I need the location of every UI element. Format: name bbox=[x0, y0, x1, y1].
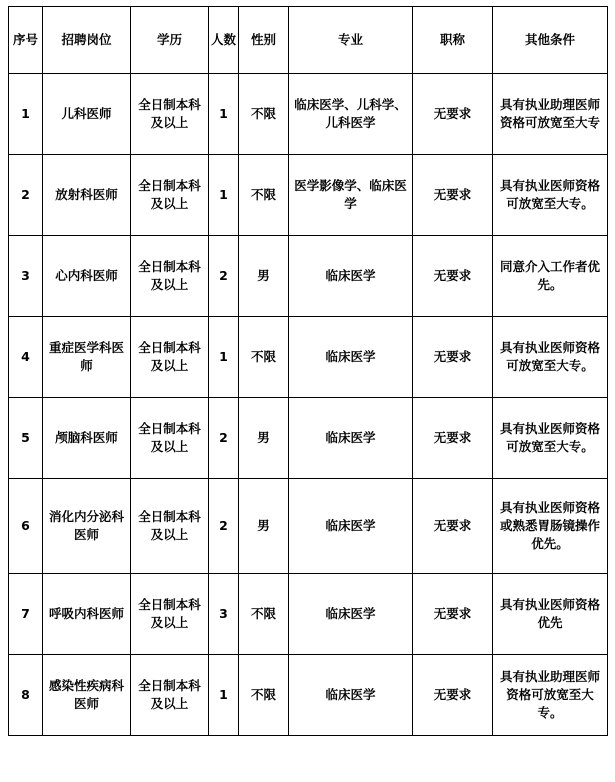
cell-text-gender: 男 bbox=[257, 517, 270, 533]
cell-text-title: 无要求 bbox=[433, 186, 472, 202]
cell-gender bbox=[239, 74, 289, 155]
cell-no bbox=[9, 655, 43, 736]
cell-major bbox=[289, 317, 413, 398]
cell-text-major: 临床医学、儿科学、儿科医学 bbox=[294, 96, 407, 130]
table-row bbox=[9, 317, 608, 398]
table-row bbox=[9, 236, 608, 317]
table-row bbox=[9, 479, 608, 574]
cell-education bbox=[131, 236, 209, 317]
cell-text-position: 呼吸内科医师 bbox=[48, 605, 124, 621]
cell-text-major: 临床医学 bbox=[325, 605, 376, 621]
table-header bbox=[9, 7, 608, 74]
cell-no bbox=[9, 155, 43, 236]
cell-count bbox=[209, 398, 239, 479]
header-label-education: 学历 bbox=[156, 31, 182, 47]
cell-text-gender: 男 bbox=[257, 267, 270, 283]
cell-text-no: 7 bbox=[21, 605, 30, 621]
cell-text-position: 颅脑科医师 bbox=[55, 429, 118, 445]
cell-other bbox=[493, 74, 608, 155]
header-label-other: 其他条件 bbox=[524, 31, 575, 47]
cell-count bbox=[209, 74, 239, 155]
table-header-row bbox=[9, 7, 608, 74]
recruitment-table bbox=[8, 6, 608, 736]
cell-major bbox=[289, 479, 413, 574]
header-cell-count bbox=[209, 7, 239, 74]
cell-no bbox=[9, 479, 43, 574]
cell-text-title: 无要求 bbox=[433, 686, 472, 702]
cell-text-major: 临床医学 bbox=[325, 267, 376, 283]
cell-text-education: 全日制本科及以上 bbox=[138, 596, 201, 630]
cell-position bbox=[43, 479, 131, 574]
cell-text-position: 感染性疾病科医师 bbox=[48, 677, 124, 711]
cell-no bbox=[9, 236, 43, 317]
cell-other bbox=[493, 398, 608, 479]
cell-other bbox=[493, 479, 608, 574]
cell-count bbox=[209, 236, 239, 317]
cell-text-no: 5 bbox=[21, 429, 30, 445]
cell-text-title: 无要求 bbox=[433, 348, 472, 364]
cell-text-education: 全日制本科及以上 bbox=[138, 339, 201, 373]
cell-other bbox=[493, 574, 608, 655]
cell-text-position: 放射科医师 bbox=[55, 186, 118, 202]
cell-position bbox=[43, 398, 131, 479]
cell-text-other: 具有执业医师资格优先 bbox=[499, 596, 600, 630]
cell-gender bbox=[239, 236, 289, 317]
cell-no bbox=[9, 317, 43, 398]
cell-count bbox=[209, 155, 239, 236]
cell-position bbox=[43, 236, 131, 317]
cell-text-count: 2 bbox=[219, 267, 228, 283]
header-cell-gender bbox=[239, 7, 289, 74]
cell-other bbox=[493, 317, 608, 398]
cell-title bbox=[413, 317, 493, 398]
cell-text-title: 无要求 bbox=[433, 605, 472, 621]
cell-position bbox=[43, 317, 131, 398]
cell-major bbox=[289, 155, 413, 236]
table-body bbox=[9, 74, 608, 736]
cell-text-major: 临床医学 bbox=[325, 517, 376, 533]
cell-count bbox=[209, 655, 239, 736]
cell-text-count: 1 bbox=[219, 186, 228, 202]
cell-title bbox=[413, 74, 493, 155]
cell-position bbox=[43, 574, 131, 655]
header-label-count: 人数 bbox=[211, 31, 237, 47]
cell-text-title: 无要求 bbox=[433, 429, 472, 445]
cell-text-no: 1 bbox=[21, 105, 30, 121]
cell-text-education: 全日制本科及以上 bbox=[138, 177, 201, 211]
cell-text-count: 1 bbox=[219, 105, 228, 121]
cell-text-count: 2 bbox=[219, 429, 228, 445]
cell-gender bbox=[239, 479, 289, 574]
cell-text-no: 8 bbox=[21, 686, 30, 702]
cell-education bbox=[131, 479, 209, 574]
cell-position bbox=[43, 74, 131, 155]
table-row bbox=[9, 398, 608, 479]
cell-text-major: 临床医学 bbox=[325, 348, 376, 364]
cell-text-other: 具有执业医师资格可放宽至大专。 bbox=[499, 420, 600, 454]
cell-education bbox=[131, 655, 209, 736]
header-label-position: 招聘岗位 bbox=[61, 31, 112, 47]
header-label-no: 序号 bbox=[12, 31, 38, 47]
header-cell-major bbox=[289, 7, 413, 74]
table-row bbox=[9, 155, 608, 236]
cell-title bbox=[413, 155, 493, 236]
cell-text-no: 3 bbox=[21, 267, 30, 283]
cell-education bbox=[131, 574, 209, 655]
cell-text-other: 同意介入工作者优先。 bbox=[499, 258, 600, 292]
cell-title bbox=[413, 655, 493, 736]
cell-major bbox=[289, 574, 413, 655]
cell-text-title: 无要求 bbox=[433, 517, 472, 533]
cell-text-count: 3 bbox=[219, 605, 228, 621]
cell-text-other: 具有执业助理医师资格可放宽至大专 bbox=[499, 96, 600, 130]
cell-no bbox=[9, 574, 43, 655]
cell-text-position: 消化内分泌科医师 bbox=[48, 508, 124, 542]
cell-education bbox=[131, 317, 209, 398]
cell-text-gender: 不限 bbox=[250, 105, 276, 121]
cell-text-count: 1 bbox=[219, 348, 228, 364]
cell-major bbox=[289, 236, 413, 317]
cell-text-gender: 不限 bbox=[250, 686, 276, 702]
cell-count bbox=[209, 479, 239, 574]
cell-count bbox=[209, 574, 239, 655]
cell-position bbox=[43, 655, 131, 736]
cell-text-position: 儿科医师 bbox=[61, 105, 112, 121]
header-cell-education bbox=[131, 7, 209, 74]
cell-text-education: 全日制本科及以上 bbox=[138, 96, 201, 130]
cell-gender bbox=[239, 398, 289, 479]
cell-text-other: 具有执业医师资格或熟悉胃肠镜操作优先。 bbox=[499, 499, 600, 552]
header-cell-title bbox=[413, 7, 493, 74]
cell-text-gender: 不限 bbox=[250, 605, 276, 621]
table-row bbox=[9, 74, 608, 155]
header-cell-other bbox=[493, 7, 608, 74]
header-label-title: 职称 bbox=[439, 31, 465, 47]
cell-text-title: 无要求 bbox=[433, 267, 472, 283]
cell-text-education: 全日制本科及以上 bbox=[138, 420, 201, 454]
cell-text-major: 临床医学 bbox=[325, 429, 376, 445]
header-label-gender: 性别 bbox=[250, 31, 276, 47]
cell-gender bbox=[239, 574, 289, 655]
cell-no bbox=[9, 398, 43, 479]
cell-position bbox=[43, 155, 131, 236]
cell-other bbox=[493, 655, 608, 736]
cell-text-count: 2 bbox=[219, 517, 228, 533]
cell-education bbox=[131, 155, 209, 236]
cell-text-no: 4 bbox=[21, 348, 30, 364]
cell-title bbox=[413, 574, 493, 655]
table-row bbox=[9, 655, 608, 736]
header-cell-no bbox=[9, 7, 43, 74]
cell-major bbox=[289, 398, 413, 479]
cell-title bbox=[413, 479, 493, 574]
cell-text-major: 医学影像学、临床医学 bbox=[294, 177, 407, 211]
cell-major bbox=[289, 655, 413, 736]
cell-gender bbox=[239, 155, 289, 236]
cell-other bbox=[493, 236, 608, 317]
cell-text-title: 无要求 bbox=[433, 105, 472, 121]
cell-text-education: 全日制本科及以上 bbox=[138, 677, 201, 711]
cell-title bbox=[413, 398, 493, 479]
cell-text-other: 具有执业医师资格可放宽至大专。 bbox=[499, 177, 600, 211]
cell-text-other: 具有执业医师资格可放宽至大专。 bbox=[499, 339, 600, 373]
cell-other bbox=[493, 155, 608, 236]
header-cell-position bbox=[43, 7, 131, 74]
cell-text-major: 临床医学 bbox=[325, 686, 376, 702]
cell-text-gender: 不限 bbox=[250, 186, 276, 202]
table-row bbox=[9, 574, 608, 655]
cell-gender bbox=[239, 317, 289, 398]
cell-text-position: 重症医学科医师 bbox=[48, 339, 124, 373]
cell-text-gender: 男 bbox=[257, 429, 270, 445]
cell-text-position: 心内科医师 bbox=[55, 267, 118, 283]
cell-text-no: 6 bbox=[21, 517, 30, 533]
cell-text-count: 1 bbox=[219, 686, 228, 702]
cell-gender bbox=[239, 655, 289, 736]
cell-count bbox=[209, 317, 239, 398]
cell-text-education: 全日制本科及以上 bbox=[138, 258, 201, 292]
cell-title bbox=[413, 236, 493, 317]
cell-text-no: 2 bbox=[21, 186, 30, 202]
cell-education bbox=[131, 398, 209, 479]
cell-major bbox=[289, 74, 413, 155]
cell-text-gender: 不限 bbox=[250, 348, 276, 364]
cell-text-other: 具有执业助理医师资格可放宽至大专。 bbox=[499, 668, 600, 721]
cell-no bbox=[9, 74, 43, 155]
header-label-major: 专业 bbox=[337, 31, 363, 47]
cell-education bbox=[131, 74, 209, 155]
cell-text-education: 全日制本科及以上 bbox=[138, 508, 201, 542]
